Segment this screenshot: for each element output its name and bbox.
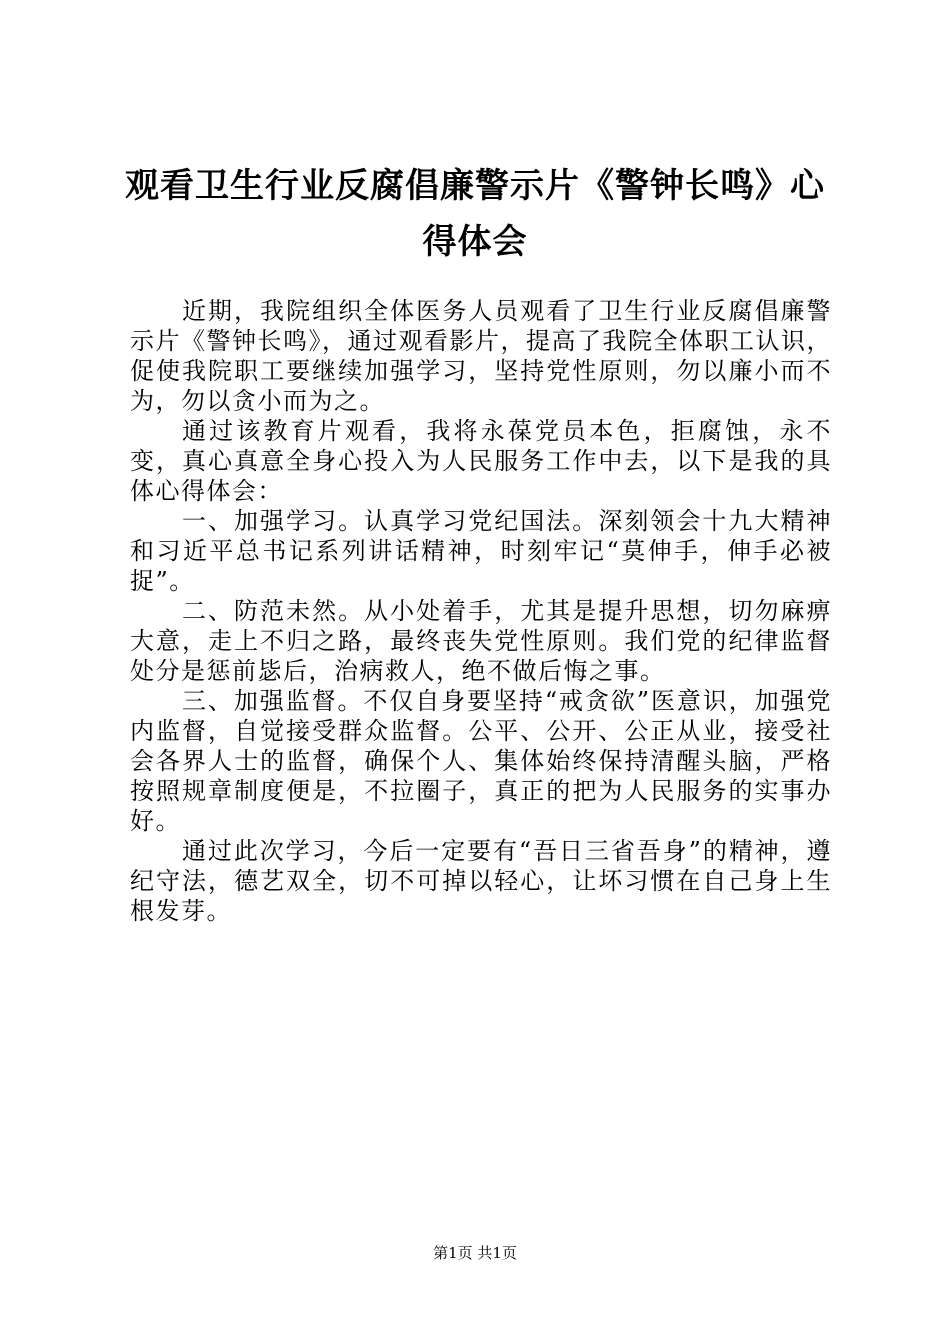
page-footer: 第1页 共1页 [433, 1244, 517, 1262]
paragraph-commitment: 通过该教育片观看，我将永葆党员本色，拒腐蚀，永不变，真心真意全身心投入为人民服务工作中去，以下是我的具体心得体会： [130, 417, 832, 505]
paragraph-conclusion: 通过此次学习，今后一定要有“吾日三省吾身”的精神，遵纪守法，德艺双全，切不可掉以轻心，让坏习惯在自己身上生根发芽。 [130, 837, 832, 925]
document-title: 观看卫生行业反腐倡廉警示片《警钟长鸣》心得体会 [125, 166, 825, 262]
paragraph-point-1-study: 一、加强学习。认真学习党纪国法。深刻领会十九大精神和习近平总书记系列讲话精神，时刻牢记“莫伸手，伸手必被捉”。 [130, 507, 832, 595]
paragraph-point-2-prevention: 二、防范未然。从小处着手，尤其是提升思想，切勿麻痹大意，走上不归之路，最终丧失党性原则。我们党的纪律监督处分是惩前毖后，治病救人，绝不做后悔之事。 [130, 597, 832, 685]
paragraph-intro: 近期，我院组织全体医务人员观看了卫生行业反腐倡廉警示片《警钟长鸣》，通过观看影片，提高了我院全体职工认识，促使我院职工要继续加强学习，坚持党性原则，勿以廉小而不为，勿以贪小而为之。 [130, 297, 832, 415]
document-body [130, 296, 832, 926]
paragraph-point-3-supervision: 三、加强监督。不仅自身要坚持“戒贪欲”医意识，加强党内监督，自觉接受群众监督。公平、公开、公正从业，接受社会各界人士的监督，确保个人、集体始终保持清醒头脑，严格按照规章制度便是，不拉圈子，真正的把为人民服务的实事办好。 [130, 687, 832, 835]
